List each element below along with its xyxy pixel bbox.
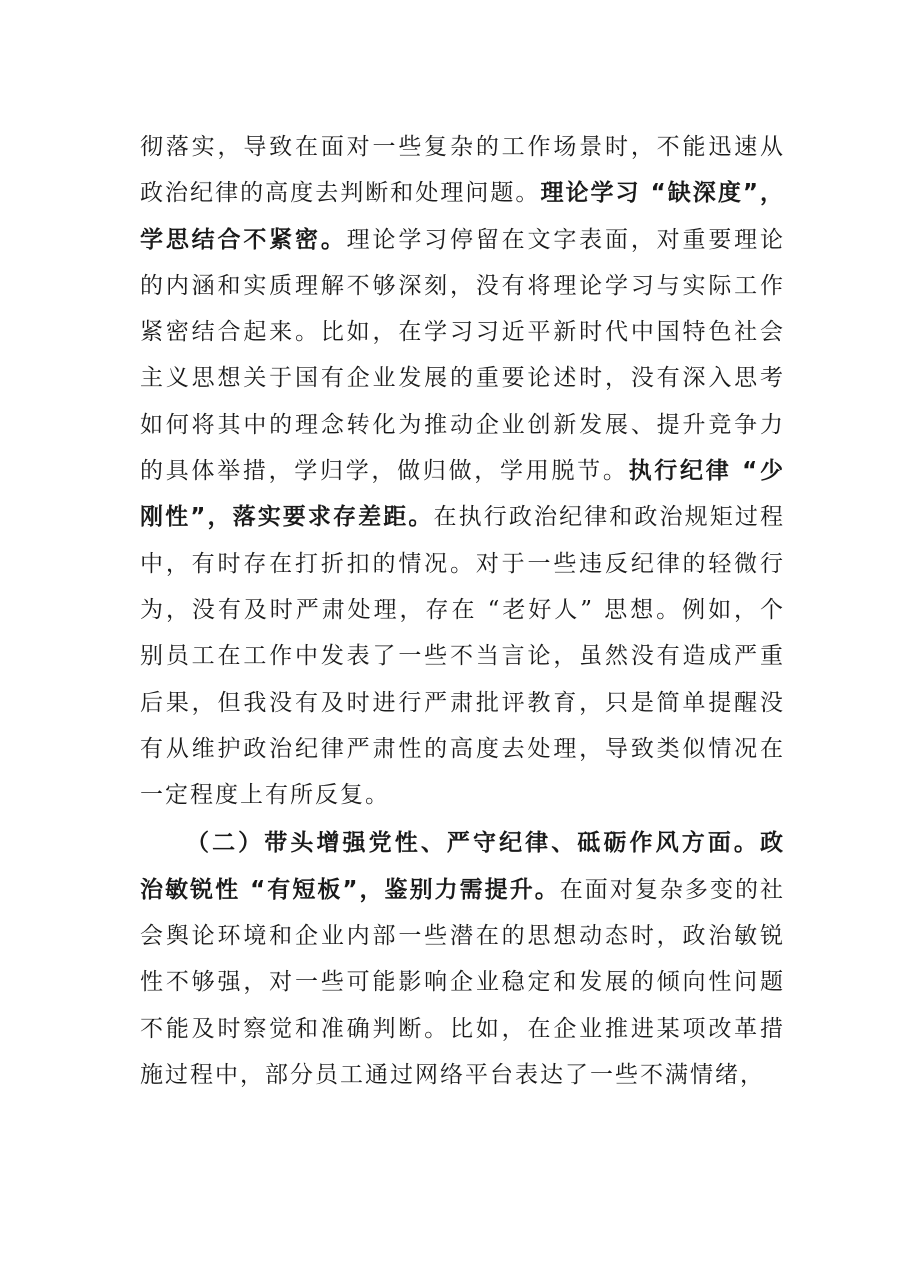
paragraph-text: 彻落实，导致在面对一些复杂的工作场景时，不能迅速从政治纪律的高度去判断和处理问题。 <box>140 134 785 207</box>
bold-heading-theory-study: 理论学习 “缺深度”，学思结合不紧密。 <box>140 180 785 253</box>
document-body <box>140 124 785 1098</box>
paragraph-discipline-issues <box>140 124 785 818</box>
bold-heading-discipline-execution: 执行纪律 “少刚性”，落实要求存差距。 <box>140 458 786 531</box>
paragraph-text: 理论学习停留在文字表面，对重要理论的内涵和实质理解不够深刻，没有将理论学习与实际工作紧密结合起来。比如，在学习习近平新时代中国特色社会主义思想关于国有企业发展的重要论述时，没有深入思考如何将其中的理念转化为推动企业创新发展、提升竞争力的具体举措，学归学，做归做，学用脱节。 <box>140 226 786 485</box>
paragraph-text: 在面对复杂多变的社会舆论环境和企业内部一些潜在的思想动态时，政治敏锐性不够强，对一些可能影响企业稳定和发展的倾向性问题不能及时察觉和准确判断。比如，在企业推进某项改革措施过程中，部分员工通过网络平台表达了一些不满情绪， <box>140 876 785 1088</box>
paragraph-text: 在执行政治纪律和政治规矩过程中，有时存在打折扣的情况。对于一些违反纪律的轻微行为，没有及时严肃处理，存在 “老好人” 思想。例如，个别员工在工作中发表了一些不当言论，虽然没有造成严重后果，但我没有及时进行严肃批评教育，只是简单提醒没有从维护政治纪律严肃性的高度去处理，导致类似情况在一定程度上有所反复。 <box>140 504 785 809</box>
paragraph-section-two <box>140 820 785 1098</box>
bold-heading-section-two: （二）带头增强党性、严守纪律、砥砺作风方面。政治敏锐性 “有短板”，鉴别力需提升。 <box>140 830 785 903</box>
